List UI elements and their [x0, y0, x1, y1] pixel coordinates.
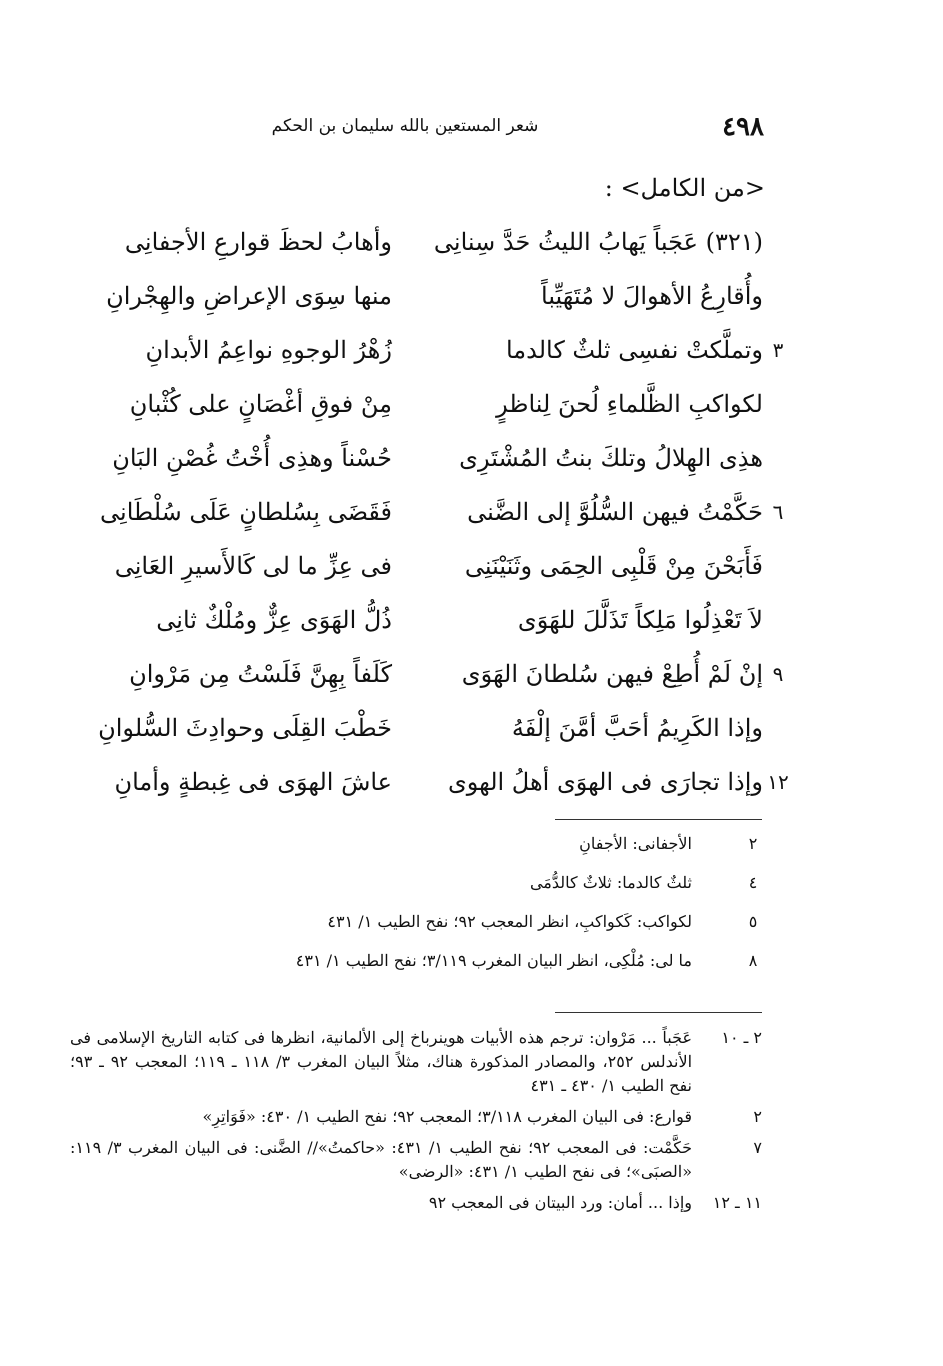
first-hemistich: هذِى الهِلالُ وتلكَ بنتُ المُشْتَرِى [459, 444, 763, 472]
first-hemistich: فَأَبَحْنَ مِنْ قَلْبِى الحِمَى وثَنَيْنَنِى [464, 552, 763, 580]
critical-note [70, 1105, 762, 1129]
note-line-number: ٢ ـ ١٠ [721, 1028, 762, 1047]
note-line-number: ٥ [748, 912, 758, 931]
verse-line [0, 330, 943, 384]
note-text: لكواكب: كَكواكبِ، انظر المعجب ٩٢؛ نفح الطيب ١/ ٤٣١ [327, 912, 692, 931]
variant-note [150, 871, 762, 895]
verse-line [0, 762, 943, 816]
poem-verses [0, 222, 943, 816]
first-hemistich: وإذا تجارَى فى الهوَى أهلُ الهوى [447, 768, 763, 796]
second-hemistich: حُسْناً وهذِى أُخْتُ غُصْنِ البَانِ [112, 444, 392, 472]
verse-line [0, 600, 943, 654]
first-hemistich: لكواكبِ الظَّلماءِ لُحنَ لِناظرٍ [496, 390, 763, 418]
footnote-divider [555, 1012, 762, 1013]
second-hemistich: وأهابُ لحظَ قوارعِ الأجفانِى [124, 228, 392, 256]
verse-line [0, 492, 943, 546]
critical-note [70, 1136, 762, 1184]
note-line-number: ٢ [753, 1107, 762, 1126]
note-text: وإذا ... أمان: ورد البيتان فى المعجب ٩٢ [428, 1193, 692, 1212]
note-text: عَجَباً ... مَرْوان: ترجم هذه الأبيات هوينرباخ إلى الألمانية، انظرها فى كتابه التاريخ الإسلامى فى الأندلس ٢٥٢، والمصادر المذكورة هناك، مثلاً البيان المغرب ٣/ ١١٨ ـ ١١٩؛ المعجب ٩٢ ـ ٩٣؛ نفح الطيب ١/ ٤٣٠ ـ ٤٣١ [70, 1028, 693, 1095]
verse-number: ١٢ [767, 770, 789, 794]
critical-note [70, 1191, 762, 1215]
note-line-number: ٨ [748, 951, 758, 970]
note-line-number: ١١ ـ ١٢ [712, 1193, 762, 1212]
note-text: ثلثٌ كالدما: ثلاثٌ كالدُّمَى [529, 873, 692, 892]
page-number: ٤٩٨ [722, 112, 764, 142]
second-hemistich: خَطْبَ القِلَى وحوادِثَ السُّلوانِ [98, 714, 392, 742]
variant-notes [150, 832, 762, 988]
second-hemistich: ذُلُّ الهَوَى عِزٌّ ومُلْكٌ ثانِى [156, 606, 392, 634]
first-hemistich: وإذا الكَرِيمُ أحَبَّ أمَّنَ إلْفَهُ [511, 714, 763, 742]
first-hemistich: (٣٢١) عَجَباً يَهابُ الليثُ حَدَّ سِنانِى [433, 228, 763, 256]
note-text: قوارع: فى البيان المغرب ٣/١١٨؛ المعجب ٩٢؛ نفح الطيب ١/ ٤٣٠: «فَوَاتِرِ» [202, 1107, 692, 1126]
critical-notes [70, 1026, 762, 1222]
second-hemistich: فى عِزِّ ما لى كَالأَسيرِ العَانِى [114, 552, 392, 580]
running-title: شعر المستعين بالله سليمان بن الحكم [271, 116, 539, 136]
footnote-divider [555, 819, 762, 820]
first-hemistich: حَكَّمْتُ فيهن السُّلُوَّ إلى الضَّنى [467, 498, 763, 526]
note-line-number: ٢ [748, 834, 758, 853]
first-hemistich: لاَ تَعْذِلُوا مَلِكاً تَذَلَّلَ للهَوَى [517, 606, 763, 634]
second-hemistich: مِنْ فوقِ أغْصَانٍ على كُثْبانِ [129, 390, 392, 418]
critical-note [70, 1026, 762, 1098]
variant-note [150, 910, 762, 934]
note-text: حَكَّمْت: فى المعجب ٩٢؛ نفح الطيب ١/ ٤٣١: «حاكمتُ»// الضَّنى: فى البيان المغرب ٣/ ١١٩: «الصبَى»؛ فى نفح الطيب ١/ ٤٣١: «الرضى» [70, 1138, 693, 1181]
meter-label: <من الكامل> : [604, 174, 765, 202]
note-line-number: ٤ [748, 873, 758, 892]
second-hemistich: زُهْرُ الوجوهِ نواعِمُ الأبدانِ [145, 336, 392, 364]
first-hemistich: وأُقارِعُ الأهوالَ لا مُتَهَيِّباً [541, 282, 763, 310]
second-hemistich: منها سِوَى الإعراضِ والهِجْرانِ [106, 282, 392, 310]
verse-number: ٣ [772, 338, 784, 362]
first-hemistich: إنْ لَمْ أُطِعْ فيهن سُلطانَ الهَوَى [461, 660, 763, 688]
second-hemistich: فَقَضَى بِسُلطانٍ عَلَى سُلْطَانِى [100, 498, 392, 526]
variant-note [150, 832, 762, 856]
note-text: ما لى: مُلْكِى، انظر البيان المغرب ٣/١١٩؛ نفح الطيب ١/ ٤٣١ [295, 951, 692, 970]
second-hemistich: كَلَفاً بِهِنَّ فَلَسْتُ مِن مَرْوانِ [129, 660, 392, 688]
second-hemistich: عاشَ الهوَى فى غِبطةٍ وأمانِ [114, 768, 392, 796]
first-hemistich: وتملَّكتْ نفسِى ثلثٌ كالدما [505, 336, 763, 364]
note-text: الأجفانى: الأجفانِ [579, 834, 692, 853]
verse-line [0, 438, 943, 492]
verse-line [0, 654, 943, 708]
verse-line [0, 546, 943, 600]
verse-line [0, 384, 943, 438]
verse-line [0, 276, 943, 330]
variant-note [150, 949, 762, 973]
verse-line [0, 222, 943, 276]
verse-number: ٦ [772, 500, 784, 524]
verse-line [0, 708, 943, 762]
verse-number: ٩ [772, 662, 784, 686]
note-line-number: ٧ [753, 1138, 762, 1157]
